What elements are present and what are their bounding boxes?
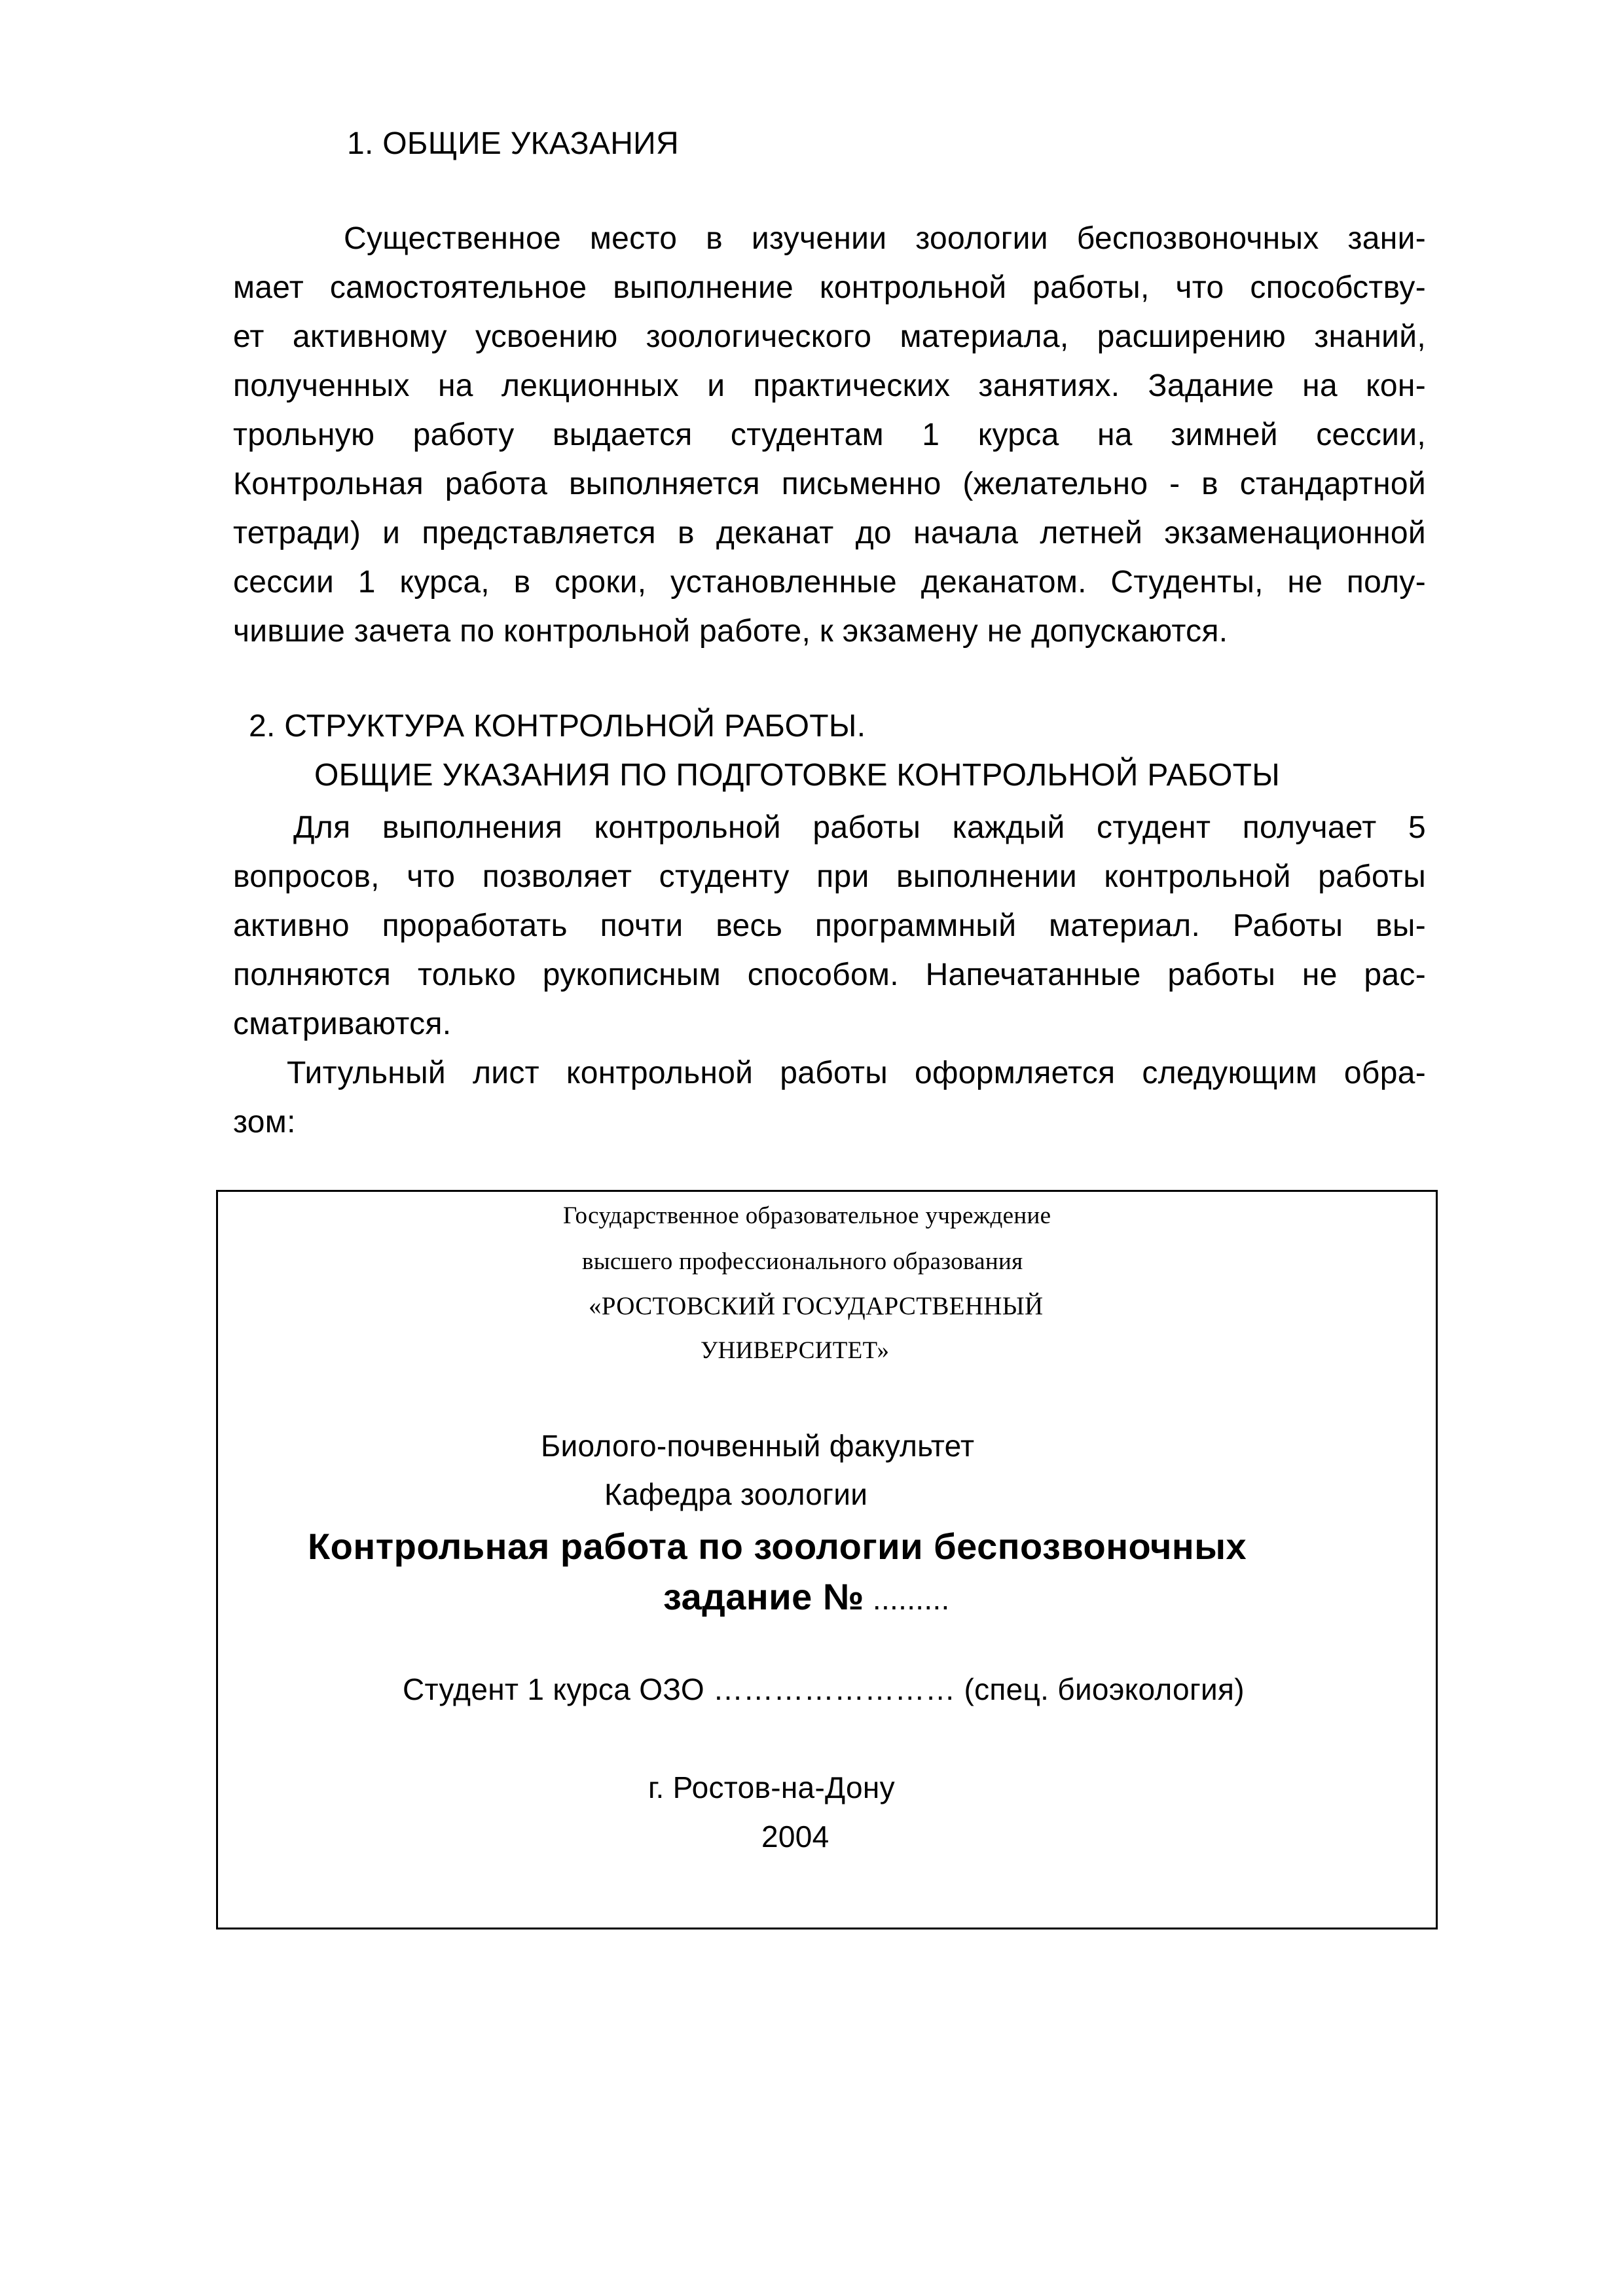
work-title: Контрольная работа по зоологии беспозвоночных	[308, 1526, 1247, 1567]
institution-line-4: УНИВЕРСИТЕТ»	[701, 1337, 890, 1364]
institution-line-3: «РОСТОВСКИЙ ГОСУДАРСТВЕННЫЙ	[589, 1292, 1044, 1320]
section-1-line-7: тетради) и представляется в деканат до начала летней экзаменационной	[233, 516, 1426, 550]
assignment-label: задание №	[663, 1576, 864, 1617]
section-1-line-4: полученных на лекционных и практических занятиях. Задание на кон-	[233, 368, 1426, 403]
year: 2004	[761, 1820, 830, 1854]
section-1-line-1: Существенное место в изучении зоологии беспозвоночных зани-	[344, 221, 1426, 256]
title-page-sample-frame	[216, 1190, 1438, 1929]
section-1-heading: 1. ОБЩИЕ УКАЗАНИЯ	[347, 126, 679, 161]
section-2-para-1-line-5: сматриваются.	[233, 1007, 452, 1041]
section-1-line-6: Контрольная работа выполняется письменно (желательно - в стандартной	[233, 467, 1426, 501]
section-1-line-3: ет активному усвоению зоологического материала, расширению знаний,	[233, 319, 1426, 354]
section-1-line-2: мает самостоятельное выполнение контрольной работы, что способству-	[233, 270, 1426, 305]
section-2-para-1-line-4: полняются только рукописным способом. Напечатанные работы не рас-	[233, 958, 1426, 992]
assignment-dots: .........	[864, 1582, 950, 1616]
section-2-para-1-line-1: Для выполнения контрольной работы каждый студент получает 5	[293, 810, 1426, 845]
institution-line-1: Государственное образовательное учреждение	[563, 1202, 1051, 1229]
department-name: Кафедра зоологии	[604, 1477, 868, 1511]
section-2-para-1-line-2: вопросов, что позволяет студенту при выполнении контрольной работы	[233, 859, 1426, 894]
section-2-para-2-line-1: Титульный лист контрольной работы оформляется следующим обра-	[287, 1056, 1426, 1090]
section-2-para-2-line-2: зом:	[233, 1105, 296, 1139]
section-1-line-5: трольную работу выдается студентам 1 курса на зимней сессии,	[233, 418, 1426, 452]
faculty-name: Биолого-почвенный факультет	[541, 1429, 975, 1463]
city-name: г. Ростов-на-Дону	[648, 1770, 895, 1804]
section-2-subheading: ОБЩИЕ УКАЗАНИЯ ПО ПОДГОТОВКЕ КОНТРОЛЬНОЙ РАБОТЫ	[314, 758, 1281, 793]
section-1-line-8: сессии 1 курса, в сроки, установленные деканатом. Студенты, не полу-	[233, 565, 1426, 600]
assignment-line	[663, 1574, 950, 1620]
section-2-para-1-line-3: активно проработать почти весь программный материал. Работы вы-	[233, 908, 1426, 943]
section-2-heading: 2. СТРУКТУРА КОНТРОЛЬНОЙ РАБОТЫ.	[249, 709, 866, 744]
institution-line-2: высшего профессионального образования	[582, 1248, 1023, 1275]
section-1-line-9: чившие зачета по контрольной работе, к экзамену не допускаются.	[233, 614, 1228, 649]
student-line: Студент 1 курса ОЗО …………………… (спец. биоэкология)	[403, 1672, 1245, 1706]
